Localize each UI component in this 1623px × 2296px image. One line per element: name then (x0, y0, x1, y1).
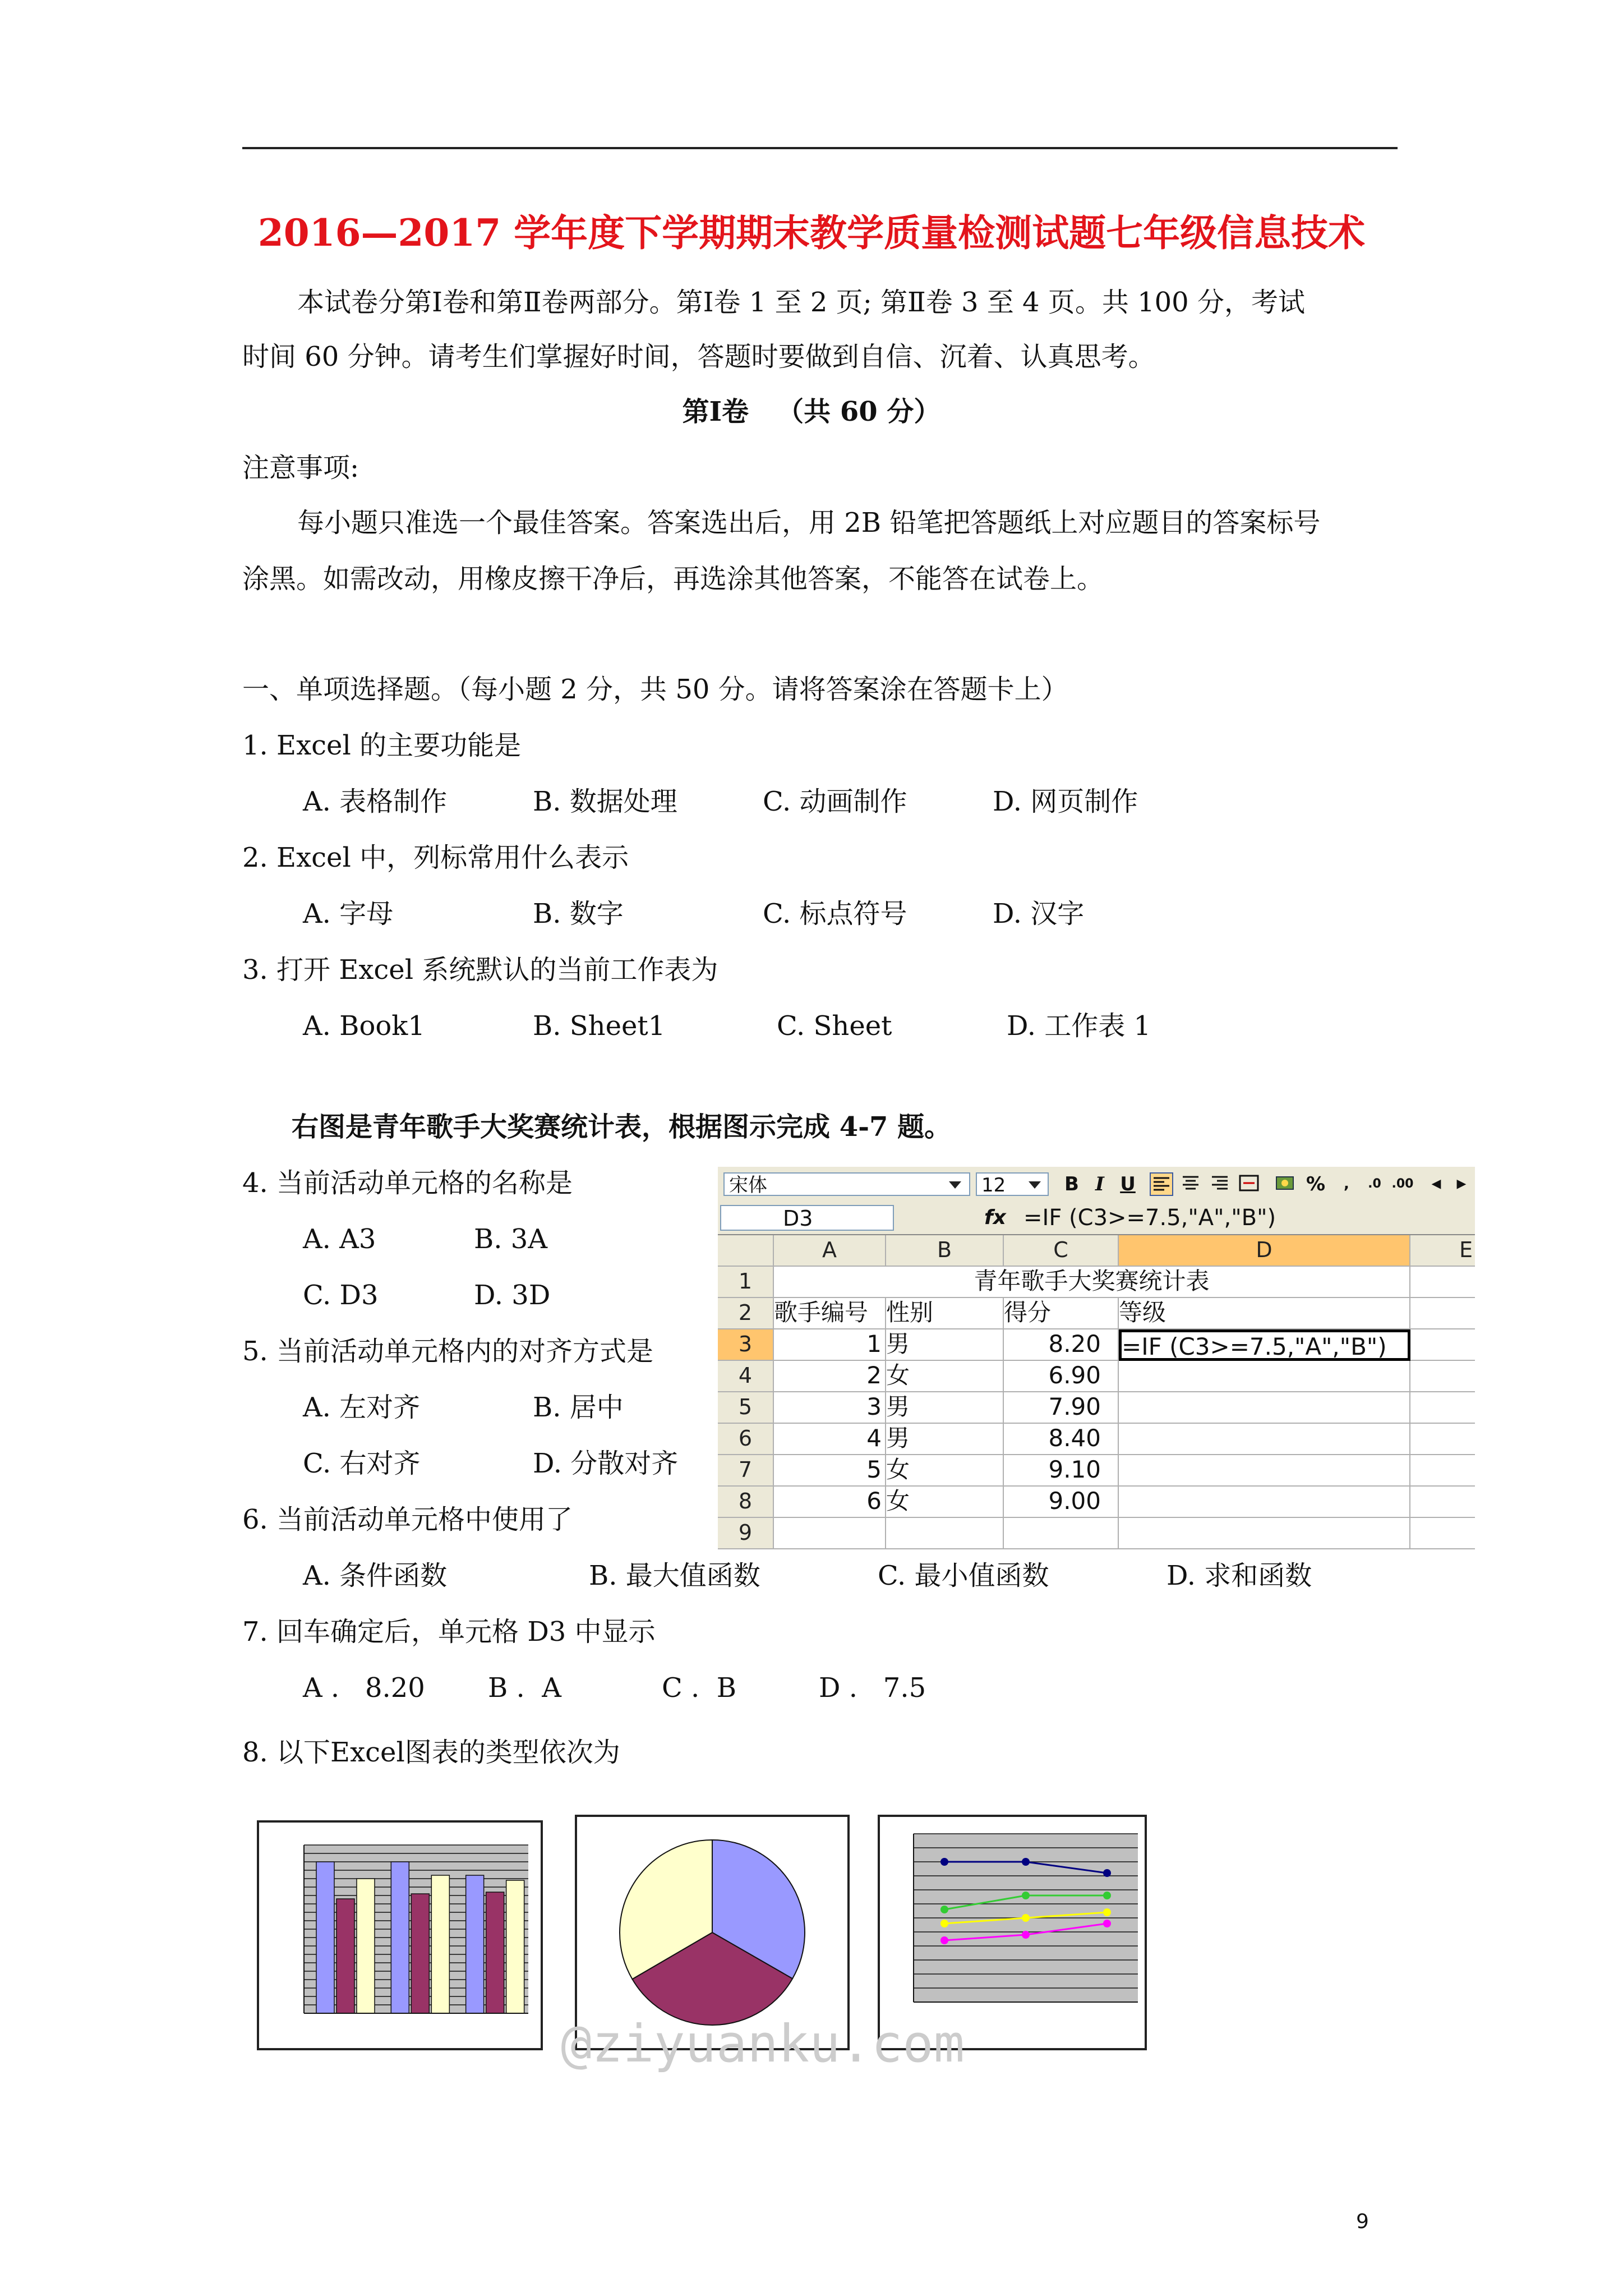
increase-indent-icon[interactable]: ▶ (1456, 1177, 1467, 1191)
cell-score[interactable]: 7.90 (1004, 1392, 1119, 1424)
option: C. 标点符号 (763, 898, 907, 930)
data-point (1103, 1892, 1111, 1899)
active-cell-d3[interactable]: =IF (C3>=7.5,"A","B") (1119, 1329, 1410, 1361)
cell[interactable] (774, 1518, 886, 1549)
option: A. A3 (303, 1223, 376, 1255)
bar (336, 1899, 354, 2013)
bar (316, 1862, 334, 2013)
formula-text[interactable]: =IF (C3>=7.5,"A","B") (1023, 1205, 1276, 1231)
cell-gender[interactable]: 男 (886, 1329, 1004, 1361)
option: D. 3D (474, 1280, 551, 1311)
row-header[interactable]: 3 (718, 1329, 774, 1361)
chevron-down-icon[interactable] (1029, 1181, 1041, 1189)
data-point (1022, 1914, 1030, 1922)
data-point (1022, 1858, 1030, 1866)
data-point (940, 1936, 948, 1944)
merge-center-icon[interactable] (1237, 1172, 1261, 1196)
page-number: 9 (1356, 2210, 1369, 2233)
option: C. 右对齐 (303, 1448, 421, 1479)
percent-button[interactable]: % (1306, 1173, 1326, 1195)
cell[interactable] (1410, 1267, 1475, 1298)
cell-number[interactable]: 2 (774, 1361, 886, 1392)
excel-toolbar (718, 1167, 1475, 1203)
increase-decimal-icon[interactable]: .0 (1368, 1177, 1381, 1191)
row-header[interactable]: 6 (718, 1424, 774, 1455)
align-right-icon[interactable] (1208, 1172, 1232, 1196)
row-header[interactable]: 8 (718, 1487, 774, 1518)
data-point (1022, 1892, 1030, 1899)
bar (431, 1875, 449, 2013)
cell[interactable] (1410, 1424, 1475, 1455)
row-header[interactable]: 4 (718, 1361, 774, 1392)
cell[interactable] (1004, 1518, 1119, 1549)
option: C . B (662, 1672, 737, 1704)
cell-number[interactable]: 6 (774, 1487, 886, 1518)
formula-bar (718, 1202, 1475, 1235)
option: C. 动画制作 (763, 786, 907, 817)
option: A . 8.20 (303, 1672, 425, 1704)
option: B. 数据处理 (533, 786, 677, 817)
decrease-decimal-icon[interactable]: .00 (1391, 1177, 1414, 1191)
bar (411, 1894, 429, 2013)
chevron-down-icon[interactable] (949, 1181, 961, 1189)
option: B. 3A (474, 1223, 547, 1255)
cell[interactable] (1119, 1518, 1410, 1549)
font-size-box[interactable]: 12 (976, 1172, 1049, 1196)
comma-style-icon[interactable]: , (1344, 1176, 1349, 1193)
cell-gender[interactable]: 女 (886, 1361, 1004, 1392)
bar (466, 1875, 484, 2013)
cell-gender[interactable]: 男 (886, 1392, 1004, 1424)
decrease-indent-icon[interactable]: ◀ (1431, 1177, 1441, 1191)
option: D. 工作表 1 (1007, 1010, 1151, 1042)
cell[interactable] (1410, 1392, 1475, 1424)
cell-gender[interactable]: 男 (886, 1424, 1004, 1455)
option: C. 最小值函数 (878, 1560, 1049, 1591)
header-rule (242, 147, 1398, 149)
cell-score[interactable]: 6.90 (1004, 1361, 1119, 1392)
column-header[interactable]: D (1119, 1235, 1410, 1267)
option: A. Book1 (303, 1010, 425, 1042)
header-cell[interactable]: 性别 (886, 1298, 1004, 1329)
cell-score[interactable]: 8.20 (1004, 1329, 1119, 1361)
question-stem: 2. Excel 中，列标常用什么表示 (242, 842, 629, 873)
column-header[interactable]: B (886, 1235, 1004, 1267)
data-point (940, 1906, 948, 1913)
cell[interactable] (1119, 1424, 1410, 1455)
cell-number[interactable]: 4 (774, 1424, 886, 1455)
row-header[interactable]: 2 (718, 1298, 774, 1329)
watermark: @ziyuanku.com (561, 2014, 965, 2074)
cell-number[interactable]: 5 (774, 1455, 886, 1487)
cell-score[interactable]: 8.40 (1004, 1424, 1119, 1455)
currency-icon[interactable] (1273, 1172, 1297, 1196)
section-heading: 一、单项选择题。（每小题 2 分，共 50 分。请将答案涂在答题卡上） (242, 674, 1068, 705)
column-header[interactable]: A (774, 1235, 886, 1267)
question-stem: 3. 打开 Excel 系统默认的当前工作表为 (242, 954, 718, 986)
data-point (1022, 1931, 1030, 1939)
notice-label: 注意事项: (242, 452, 359, 484)
option: B . A (488, 1672, 561, 1704)
font-name-box[interactable]: 宋体 (723, 1172, 970, 1196)
option: D. 分散对齐 (533, 1448, 679, 1479)
cell[interactable] (1119, 1487, 1410, 1518)
cell[interactable] (886, 1518, 1004, 1549)
column-header[interactable]: E (1410, 1235, 1475, 1267)
bold-button[interactable]: B (1064, 1173, 1079, 1195)
cell[interactable] (1410, 1361, 1475, 1392)
option: D. 网页制作 (993, 786, 1138, 817)
question-stem: 1. Excel 的主要功能是 (242, 730, 522, 761)
cell-score[interactable]: 9.00 (1004, 1487, 1119, 1518)
option: B. Sheet1 (533, 1010, 666, 1042)
part-title: 第Ⅰ卷 （共 60 分） (682, 396, 941, 427)
cell-number[interactable]: 1 (774, 1329, 886, 1361)
option: B. 最大值函数 (589, 1560, 760, 1591)
row-header[interactable]: 1 (718, 1267, 774, 1298)
bar (486, 1892, 504, 2013)
excel-screenshot (718, 1167, 1475, 1554)
option: D. 汉字 (993, 898, 1085, 930)
data-point (940, 1920, 948, 1927)
cell[interactable] (1410, 1329, 1475, 1361)
align-center-icon[interactable] (1179, 1172, 1202, 1196)
bar (391, 1862, 409, 2013)
bar-chart-figure (257, 1820, 543, 2050)
spreadsheet-grid (718, 1235, 1475, 1554)
intro-line-1: 本试卷分第Ⅰ卷和第Ⅱ卷两部分。第Ⅰ卷 1 至 2 页; 第Ⅱ卷 3 至 4 页。共 100 分，考试 (297, 287, 1305, 318)
question-stem: 5. 当前活动单元格内的对齐方式是 (242, 1336, 654, 1367)
intro-line-2: 时间 60 分钟。请考生们掌握好时间，答题时要做到自信、沉着、认真思考。 (242, 341, 1155, 372)
exam-title: 2016—2017 学年度下学期期末教学质量检测试题七年级信息技术 (257, 211, 1366, 255)
align-left-icon[interactable] (1150, 1172, 1173, 1196)
cell-gender[interactable]: 女 (886, 1487, 1004, 1518)
cell-score[interactable]: 9.10 (1004, 1455, 1119, 1487)
data-point (1103, 1908, 1111, 1916)
cell[interactable] (1410, 1455, 1475, 1487)
question-stem: 6. 当前活动单元格中使用了 (242, 1504, 573, 1535)
cell-gender[interactable]: 女 (886, 1455, 1004, 1487)
header-cell[interactable]: 歌手编号 (774, 1298, 886, 1329)
cell[interactable] (1119, 1455, 1410, 1487)
option: C. D3 (303, 1280, 379, 1311)
header-cell[interactable]: 得分 (1004, 1298, 1119, 1329)
italic-button[interactable]: I (1095, 1173, 1104, 1195)
option: C. Sheet (777, 1010, 892, 1042)
cell[interactable] (1410, 1487, 1475, 1518)
cell[interactable] (1410, 1298, 1475, 1329)
notice-line-1: 每小题只准选一个最佳答案。答案选出后，用 2B 铅笔把答题纸上对应题目的答案标号 (297, 507, 1321, 539)
select-all-corner[interactable] (718, 1235, 774, 1267)
option: B. 居中 (533, 1392, 624, 1423)
option: A. 字母 (303, 898, 394, 930)
row-header[interactable]: 7 (718, 1455, 774, 1487)
bar (506, 1880, 524, 2013)
column-header[interactable]: C (1004, 1235, 1119, 1267)
bar-chart (259, 1823, 541, 2048)
name-box[interactable]: D3 (720, 1205, 894, 1231)
cell[interactable] (1119, 1361, 1410, 1392)
question-stem: 8. 以下Excel图表的类型依次为 (242, 1737, 620, 1768)
notice-line-2: 涂黑。如需改动，用橡皮擦干净后，再选涂其他答案，不能答在试卷上。 (242, 563, 1104, 595)
cell-number[interactable]: 3 (774, 1392, 886, 1424)
data-point (1103, 1920, 1111, 1927)
bar (357, 1879, 375, 2013)
option: D. 求和函数 (1166, 1560, 1312, 1591)
data-point (940, 1858, 948, 1866)
cell[interactable] (1119, 1392, 1410, 1424)
option: B. 数字 (533, 898, 624, 930)
question-stem: 4. 当前活动单元格的名称是 (242, 1167, 573, 1199)
option: A. 条件函数 (303, 1560, 448, 1591)
question-stem: 7. 回车确定后，单元格 D3 中显示 (242, 1616, 656, 1648)
fx-icon[interactable]: fx (984, 1206, 1006, 1229)
option: A. 表格制作 (303, 786, 448, 817)
cell[interactable] (1410, 1518, 1475, 1549)
row-header[interactable]: 5 (718, 1392, 774, 1424)
option: A. 左对齐 (303, 1392, 421, 1423)
header-cell[interactable]: 等级 (1119, 1298, 1410, 1329)
figure-intro: 右图是青年歌手大奖赛统计表，根据图示完成 4-7 题。 (292, 1111, 952, 1143)
row-header[interactable]: 9 (718, 1518, 774, 1549)
data-point (1103, 1869, 1111, 1877)
option: D . 7.5 (819, 1672, 926, 1704)
underline-button[interactable]: U (1120, 1173, 1136, 1195)
table-title-cell[interactable]: 青年歌手大奖赛统计表 (774, 1267, 1410, 1298)
